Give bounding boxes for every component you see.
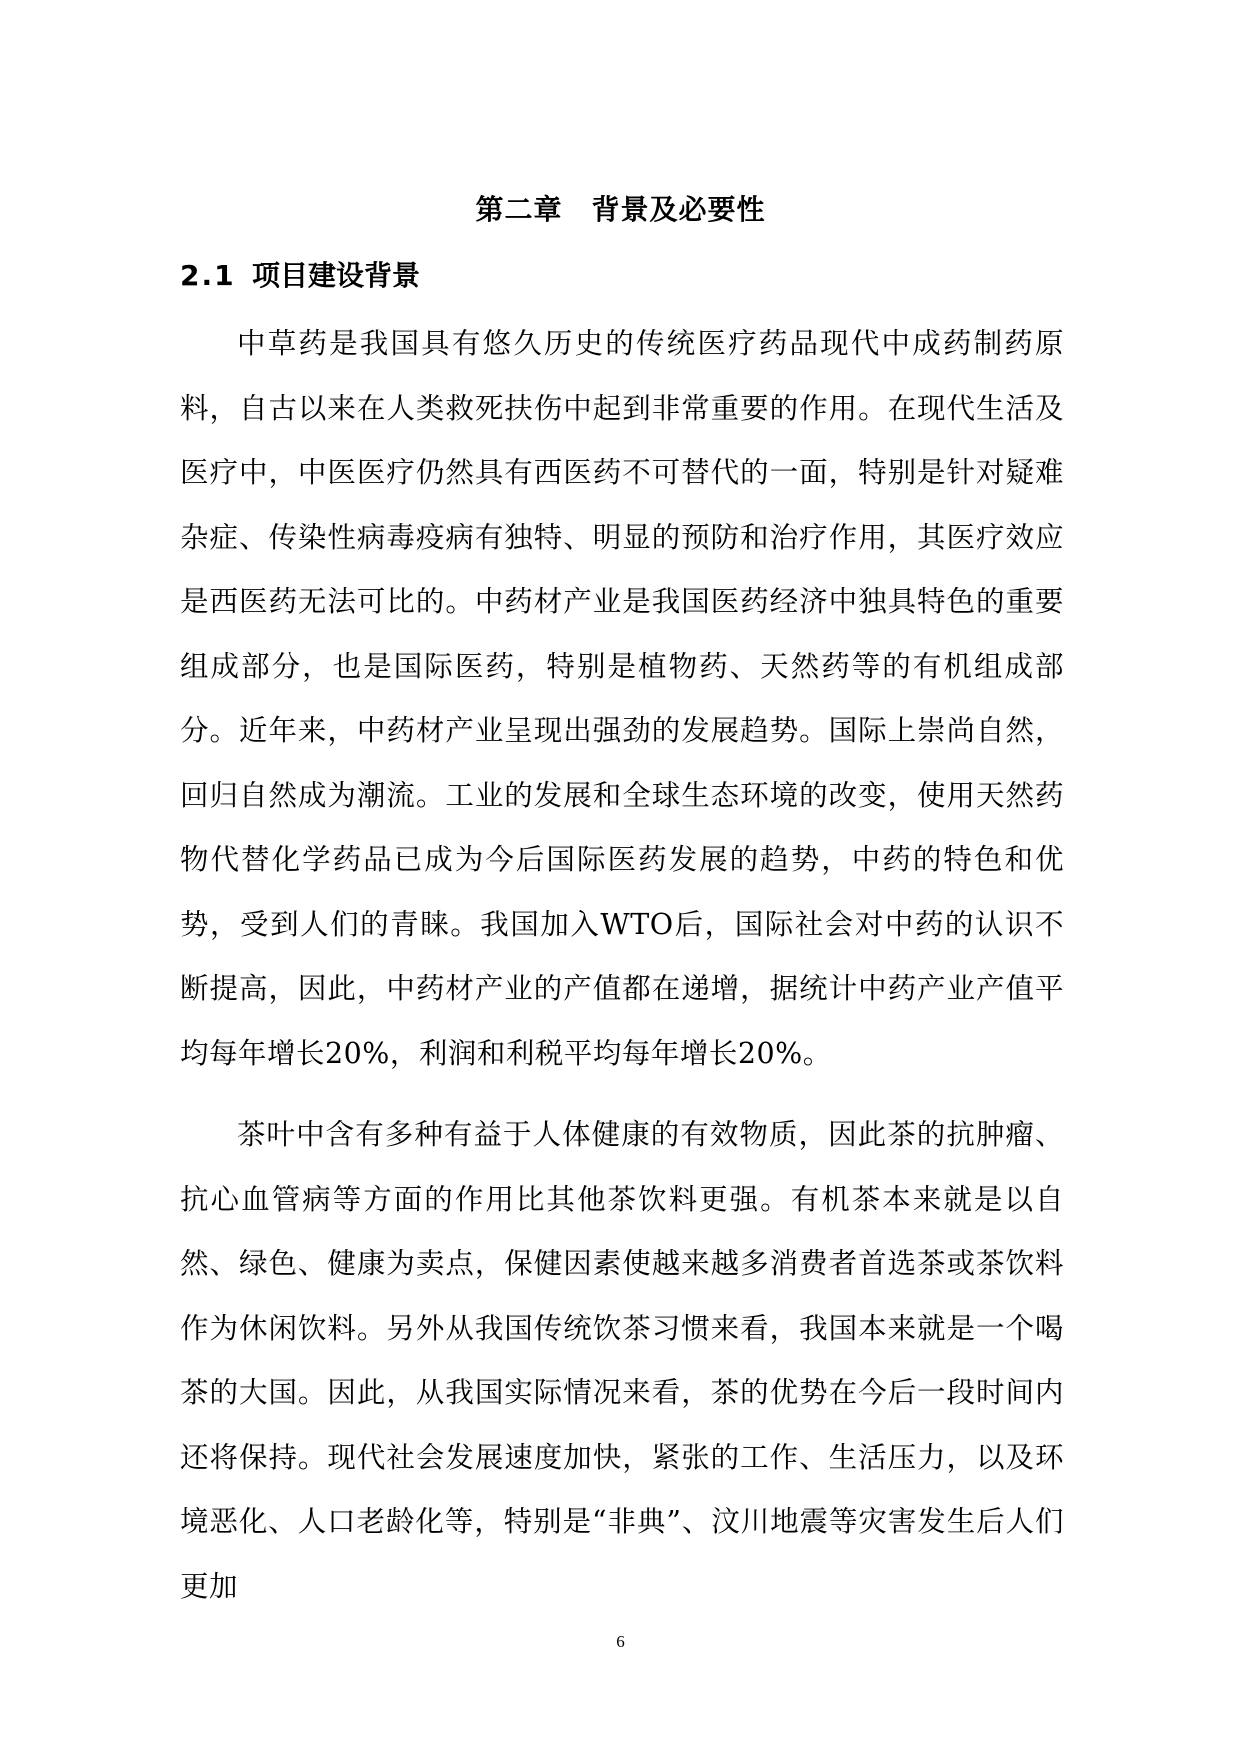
- body-paragraph: 茶叶中含有多种有益于人体健康的有效物质，因此茶的抗肿瘤、抗心血管病等方面的作用比其他茶饮料更强。有机茶本来就是以自然、绿色、健康为卖点，保健因素使越来越多消费者首选茶或茶饮料作为休闲饮料。另外从我国传统饮茶习惯来看，我国本来就是一个喝茶的大国。因此，从我国实际情况来看，茶的优势在今后一段时间内还将保持。现代社会发展速度加快，紧张的工作、生活压力，以及环境恶化、人口老龄化等，特别是“非典”、汶川地震等灾害发生后人们更加: [180, 1118, 1064, 1603]
- chapter-title: 第二章 背景及必要性: [475, 193, 766, 226]
- section-title: 项目建设背景: [252, 259, 421, 292]
- section-number: 2.1: [180, 259, 236, 292]
- page-number: 6: [616, 1632, 625, 1651]
- section-heading: [180, 256, 420, 296]
- body-paragraph: 中草药是我国具有悠久历史的传统医疗药品现代中成药制药原料，自古以来在人类救死扶伤中起到非常重要的作用。在现代生活及医疗中，中医医疗仍然具有西医药不可替代的一面，特别是针对疑难杂症、传染性病毒疫病有独特、明显的预防和治疗作用，其医疗效应是西医药无法可比的。中药材产业是我国医药经济中独具特色的重要组成部分，也是国际医药，特别是植物药、天然药等的有机组成部分。近年来，中药材产业呈现出强劲的发展趋势。国际上崇尚自然，回归自然成为潮流。工业的发展和全球生态环境的改变，使用天然药物代替化学药品已成为今后国际医药发展的趋势，中药的特色和优势，受到人们的青睐。我国加入WTO后，国际社会对中药的认识不断提高，因此，中药材产业的产值都在递增，据统计中药产业产值平均每年增长20%，利润和利税平均每年增长20%。: [180, 327, 1064, 1070]
